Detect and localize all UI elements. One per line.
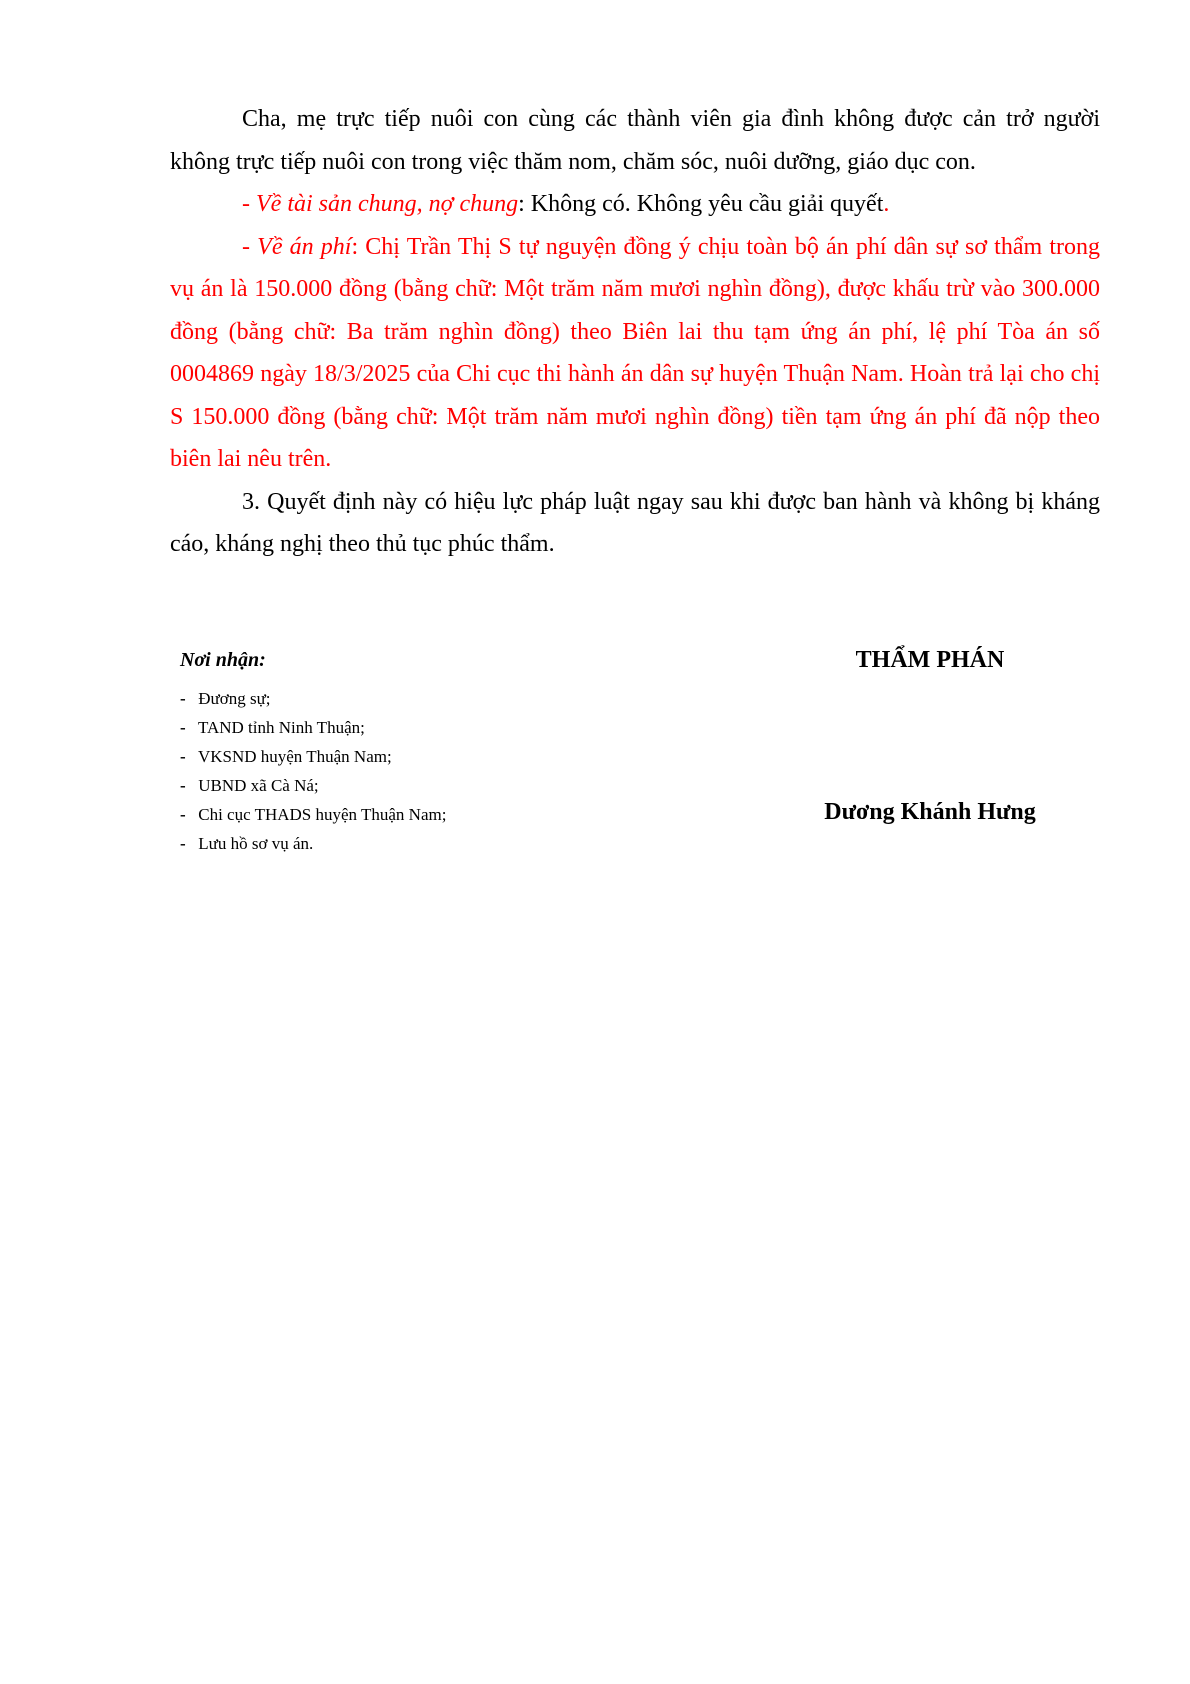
fee-label: Về án phí <box>257 233 352 260</box>
recipients-block <box>180 648 600 858</box>
recipient-dash: - <box>180 805 186 824</box>
property-text: Không có. Không yêu cầu giải quyết <box>524 191 884 217</box>
paragraph-court-fee <box>170 226 1100 481</box>
recipient-item <box>180 742 600 771</box>
recipient-item <box>180 771 600 800</box>
property-end: . <box>883 191 890 217</box>
paragraph-common-property <box>170 183 1100 226</box>
recipient-text: Đương sự; <box>194 689 271 708</box>
recipient-dash: - <box>180 747 186 766</box>
property-label: Về tài sản chung, nợ chung <box>256 191 519 217</box>
recipient-text: TAND tỉnh Ninh Thuận; <box>194 718 365 737</box>
decision-body <box>170 98 1100 566</box>
recipient-dash: - <box>180 718 186 737</box>
recipient-text: VKSND huyện Thuận Nam; <box>194 747 392 766</box>
signature-title: THẨM PHÁN <box>855 647 1005 673</box>
recipients-title: Nơi nhận: <box>180 649 266 671</box>
recipients-list <box>180 684 600 858</box>
recipient-text: UBND xã Cà Ná; <box>194 776 319 795</box>
paragraph-legal-effect: 3. Quyết định này có hiệu lực pháp luật ngay sau khi được ban hành và không bị kháng cáo, kháng nghị theo thủ tục phúc thẩm. <box>170 488 1100 557</box>
recipient-text: Chi cục THADS huyện Thuận Nam; <box>194 805 447 824</box>
property-colon: : <box>518 191 525 217</box>
recipient-item <box>180 684 600 713</box>
recipient-text: Lưu hồ sơ vụ án. <box>194 834 314 853</box>
recipient-dash: - <box>180 776 186 795</box>
judge-name: Dương Khánh Hưng <box>824 799 1036 825</box>
recipient-item <box>180 800 600 829</box>
recipient-item <box>180 829 600 858</box>
recipient-dash: - <box>180 689 186 708</box>
fee-dash: - <box>242 233 258 260</box>
signature-block <box>780 645 1080 825</box>
fee-text: : Chị Trần Thị S tự nguyện đồng ý chịu toàn bộ án phí dân sự sơ thẩm trong vụ án là 150.000 đồng (bằng chữ: Một trăm năm mươi nghìn đồng), được khấu trừ vào 300.000 đồng (bằng chữ: Ba trăm nghìn đồng) theo Biên lai thu tạm ứng án phí, lệ phí Tòa án số 0004869 ngày 18/3/2025 của Chi cục thi hành án dân sự huyện Thuận Nam. Hoàn trả lại cho chị S 150.000 đồng (bằng chữ: Một trăm năm mươi nghìn đồng) tiền tạm ứng án phí đã nộp theo biên lai nêu trên. <box>170 233 1100 472</box>
paragraph-visitation-rights: Cha, mẹ trực tiếp nuôi con cùng các thành viên gia đình không được cản trở người không trực tiếp nuôi con trong việc thăm nom, chăm sóc, nuôi dưỡng, giáo dục con. <box>170 106 1100 175</box>
property-dash: - <box>242 191 256 217</box>
recipient-dash: - <box>180 834 186 853</box>
recipient-item <box>180 713 600 742</box>
